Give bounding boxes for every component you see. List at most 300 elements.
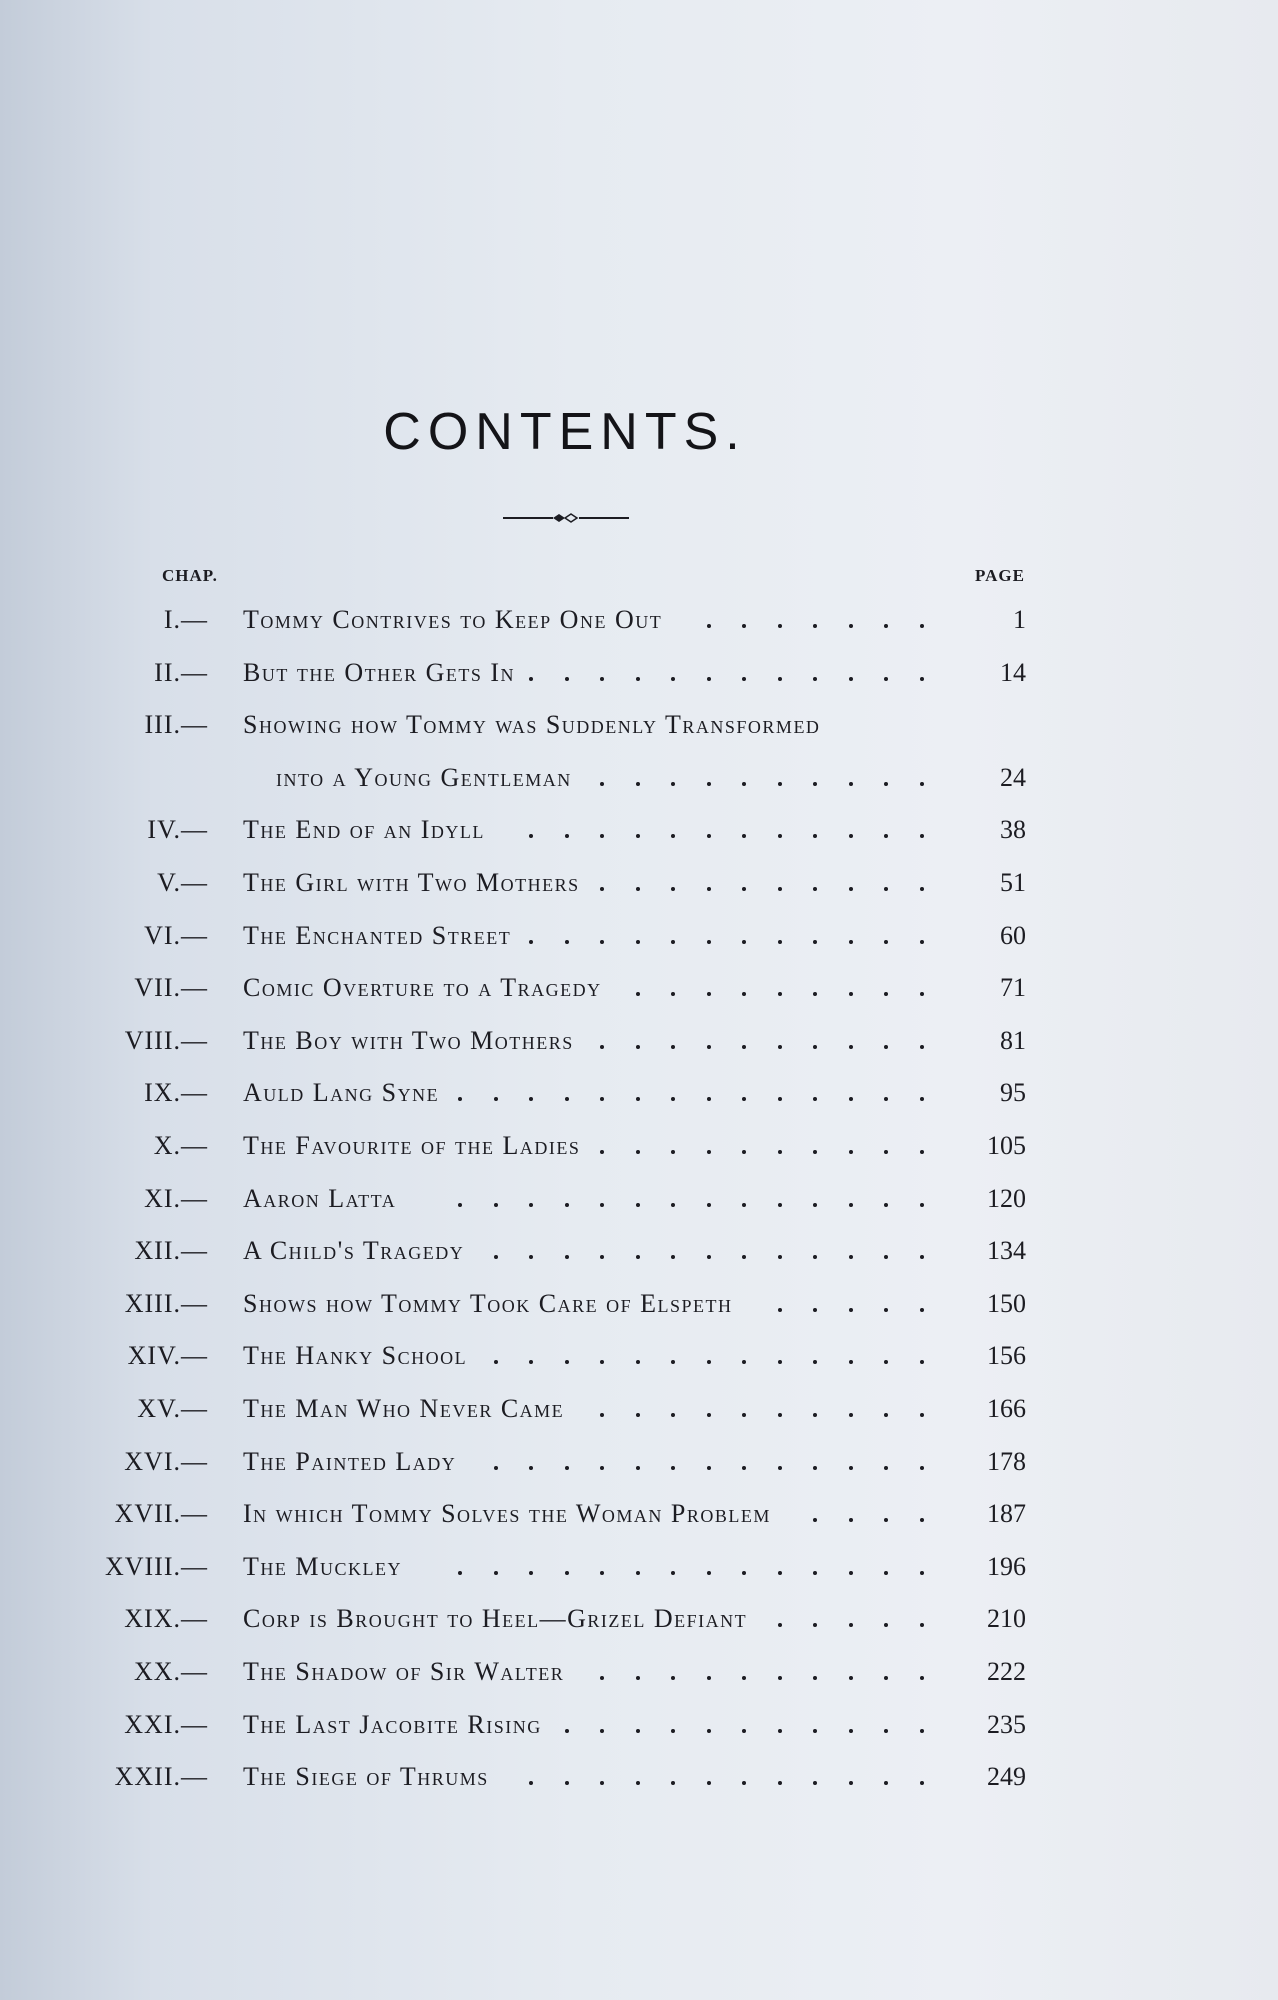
leader-dots — [0, 1336, 1278, 1376]
toc-row — [0, 1442, 1278, 1482]
leader-dot — [600, 1676, 604, 1680]
leader-dot — [849, 1781, 853, 1785]
leader-dots — [0, 1389, 1278, 1429]
leader-dot — [671, 1045, 675, 1049]
leader-dot — [778, 887, 782, 891]
leader-dot — [884, 834, 888, 838]
page-number: 178 — [987, 1446, 1026, 1476]
leader-dot — [494, 1203, 498, 1207]
leader-dot — [813, 1203, 817, 1207]
leader-dot — [849, 1308, 853, 1312]
leader-dot — [849, 940, 853, 944]
leader-dot — [636, 992, 640, 996]
leader-dot — [778, 677, 782, 681]
toc-row — [0, 1547, 1278, 1587]
leader-dot — [565, 677, 569, 681]
leader-dot — [529, 834, 533, 838]
page-number: 210 — [987, 1604, 1026, 1634]
leader-dot — [849, 834, 853, 838]
leader-dot — [849, 887, 853, 891]
leader-dot — [671, 887, 675, 891]
leader-dot — [600, 1097, 604, 1101]
leader-dot — [671, 1097, 675, 1101]
chapter-number: XIX.— — [124, 1604, 208, 1634]
leader-dot — [742, 1150, 746, 1154]
leader-dot — [849, 1255, 853, 1259]
leader-dot — [600, 1203, 604, 1207]
leader-dot — [813, 834, 817, 838]
leader-dot — [707, 677, 711, 681]
page-number: 187 — [987, 1499, 1026, 1529]
leader-dot — [600, 1781, 604, 1785]
leader-dot — [884, 624, 888, 628]
leader-dot — [529, 1466, 533, 1470]
chapter-number: VII.— — [134, 973, 208, 1003]
leader-dot — [529, 1571, 533, 1575]
leader-dot — [636, 1255, 640, 1259]
leader-dot — [671, 1413, 675, 1417]
leader-dot — [813, 1781, 817, 1785]
leader-dot — [813, 1729, 817, 1733]
leader-dot — [849, 1623, 853, 1627]
leader-dot — [778, 1571, 782, 1575]
leader-dot — [671, 782, 675, 786]
toc-row — [0, 1073, 1278, 1113]
leader-dots — [0, 1442, 1278, 1482]
chapter-title: The Shadow of Sir Walter — [243, 1657, 565, 1686]
leader-dot — [671, 1360, 675, 1364]
leader-dot — [884, 1413, 888, 1417]
leader-dot — [849, 1413, 853, 1417]
leader-dot — [920, 1150, 924, 1154]
leader-dot — [920, 834, 924, 838]
leader-dots — [0, 1494, 1278, 1534]
leader-dot — [671, 1150, 675, 1154]
chapter-number: XII.— — [134, 1236, 208, 1266]
leader-dot — [707, 1255, 711, 1259]
leader-dot — [742, 1045, 746, 1049]
leader-dot — [813, 1413, 817, 1417]
leader-dots — [0, 863, 1278, 903]
leader-dot — [920, 782, 924, 786]
chapter-title: The Hanky School — [243, 1341, 468, 1371]
page-number: 134 — [987, 1236, 1026, 1266]
leader-dot — [671, 1781, 675, 1785]
leader-dot — [671, 1729, 675, 1733]
leader-dot — [778, 1413, 782, 1417]
leader-dots — [0, 758, 1278, 798]
leader-dots — [0, 1073, 1278, 1113]
chapter-title: Auld Lang Syne — [243, 1078, 440, 1108]
leader-dot — [742, 992, 746, 996]
chapter-number: IV.— — [147, 815, 208, 845]
leader-dot — [920, 1623, 924, 1627]
leader-dot — [707, 1571, 711, 1575]
leader-dot — [884, 1676, 888, 1680]
leader-dot — [671, 1203, 675, 1207]
leader-dot — [813, 1150, 817, 1154]
leader-dot — [920, 1045, 924, 1049]
chapter-title: Shows how Tommy Took Care of Elspeth — [243, 1288, 733, 1318]
page-title: CONTENTS. — [383, 403, 747, 461]
leader-dot — [849, 992, 853, 996]
toc-row — [0, 1757, 1278, 1797]
leader-dot — [458, 1203, 462, 1207]
chapter-number: I.— — [163, 605, 208, 634]
chapter-number: XI.— — [144, 1183, 208, 1213]
leader-dot — [707, 1729, 711, 1733]
chapter-title: The Favourite of the Ladies — [243, 1131, 581, 1160]
page-number: 105 — [987, 1131, 1026, 1160]
leader-dot — [778, 1150, 782, 1154]
leader-dot — [813, 1360, 817, 1364]
leader-dot — [636, 677, 640, 681]
chapter-title: The Muckley — [243, 1551, 402, 1581]
chapter-number: II.— — [154, 657, 208, 687]
chapter-number: IX.— — [144, 1078, 208, 1108]
leader-dot — [813, 1255, 817, 1259]
leader-dot — [600, 940, 604, 944]
toc-row — [0, 600, 1278, 640]
leader-dot — [742, 887, 746, 891]
leader-dot — [636, 1150, 640, 1154]
leader-dots — [0, 810, 1278, 850]
leader-dot — [600, 1571, 604, 1575]
leader-dot — [742, 1413, 746, 1417]
leader-dot — [600, 1255, 604, 1259]
page-number: 235 — [987, 1709, 1026, 1739]
leader-dot — [565, 1203, 569, 1207]
leader-dot — [884, 782, 888, 786]
chapter-title: Showing how Tommy was Suddenly Transformed — [243, 710, 821, 740]
leader-dot — [920, 1518, 924, 1522]
leader-dot — [920, 1781, 924, 1785]
leader-dot — [707, 782, 711, 786]
leader-dot — [742, 677, 746, 681]
leader-dot — [849, 1466, 853, 1470]
leader-dot — [636, 1360, 640, 1364]
leader-dot — [707, 1360, 711, 1364]
chapter-number: XVI.— — [124, 1446, 208, 1476]
leader-dot — [849, 1729, 853, 1733]
chapter-number: XIV.— — [127, 1341, 208, 1371]
leader-dot — [920, 1203, 924, 1207]
page-number: 14 — [1000, 657, 1026, 687]
page-number: 71 — [1000, 973, 1026, 1003]
leader-dot — [494, 1466, 498, 1470]
chapter-title: The End of an Idyll — [243, 815, 485, 845]
leader-dot — [671, 940, 675, 944]
toc-row — [0, 1705, 1278, 1745]
leader-dot — [494, 1255, 498, 1259]
leader-dot — [849, 624, 853, 628]
leader-dot — [813, 1308, 817, 1312]
leader-dot — [813, 624, 817, 628]
page-number: 120 — [987, 1183, 1026, 1213]
leader-dot — [884, 1466, 888, 1470]
toc-row — [0, 1179, 1278, 1219]
leader-dots — [0, 1021, 1278, 1061]
leader-dot — [636, 887, 640, 891]
leader-dot — [494, 1097, 498, 1101]
leader-dot — [742, 1781, 746, 1785]
leader-dot — [742, 1676, 746, 1680]
leader-dot — [707, 624, 711, 628]
toc-row — [0, 1021, 1278, 1061]
leader-dot — [707, 1466, 711, 1470]
leader-dot — [707, 1413, 711, 1417]
chapter-number: XXI.— — [124, 1709, 208, 1739]
leader-dot — [813, 1045, 817, 1049]
leader-dot — [884, 1097, 888, 1101]
leader-dot — [849, 1360, 853, 1364]
leader-dot — [920, 1360, 924, 1364]
leader-dot — [813, 1097, 817, 1101]
leader-dot — [884, 1781, 888, 1785]
leader-dot — [707, 940, 711, 944]
leader-dot — [600, 834, 604, 838]
leader-dot — [778, 1203, 782, 1207]
chap-column-header: CHAP. — [162, 566, 218, 585]
leader-dot — [565, 1571, 569, 1575]
leader-dot — [707, 1676, 711, 1680]
leader-dot — [849, 1571, 853, 1575]
chapter-title: The Boy with Two Mothers — [243, 1025, 574, 1055]
leader-dot — [778, 1676, 782, 1680]
toc-row — [0, 1652, 1278, 1692]
leader-dot — [742, 782, 746, 786]
leader-dots — [0, 968, 1278, 1008]
leader-dot — [742, 940, 746, 944]
leader-dot — [671, 1255, 675, 1259]
leader-dot — [849, 1518, 853, 1522]
leader-dot — [920, 677, 924, 681]
leader-dots — [0, 1599, 1278, 1639]
leader-dot — [636, 1466, 640, 1470]
leader-dot — [884, 1623, 888, 1627]
leader-dot — [458, 1097, 462, 1101]
toc-row — [0, 810, 1278, 850]
leader-dot — [778, 782, 782, 786]
leader-dot — [813, 1676, 817, 1680]
leader-dot — [671, 834, 675, 838]
leader-dot — [920, 1571, 924, 1575]
page-number: 38 — [1000, 815, 1026, 845]
leader-dot — [778, 1360, 782, 1364]
chapter-title: Corp is Brought to Heel—Grizel Defiant — [243, 1604, 748, 1634]
leader-dot — [636, 1203, 640, 1207]
leader-dot — [920, 940, 924, 944]
leader-dot — [813, 1571, 817, 1575]
leader-dot — [529, 1255, 533, 1259]
leader-dot — [636, 1781, 640, 1785]
leader-dot — [778, 1781, 782, 1785]
chapter-number: X.— — [153, 1131, 208, 1160]
leader-dot — [600, 887, 604, 891]
leader-dot — [636, 940, 640, 944]
leader-dot — [849, 1097, 853, 1101]
leader-dot — [529, 1097, 533, 1101]
chapter-title: In which Tommy Solves the Woman Problem — [243, 1499, 771, 1529]
leader-dot — [920, 992, 924, 996]
toc-row — [0, 1231, 1278, 1271]
chapter-title: The Last Jacobite Rising — [243, 1709, 542, 1739]
leader-dot — [778, 1623, 782, 1627]
chapter-number: XX.— — [133, 1657, 208, 1686]
leader-dots — [0, 1705, 1278, 1745]
leader-dots — [0, 1757, 1278, 1797]
chapter-title-continued: into a Young Gentleman — [276, 762, 572, 792]
chapter-title: The Painted Lady — [243, 1446, 457, 1476]
leader-dot — [813, 887, 817, 891]
leader-dot — [565, 1781, 569, 1785]
leader-dot — [707, 887, 711, 891]
leader-dot — [529, 1203, 533, 1207]
leader-dot — [565, 1360, 569, 1364]
leader-dot — [778, 1466, 782, 1470]
leader-dot — [707, 1150, 711, 1154]
leader-dot — [884, 1045, 888, 1049]
leader-dot — [600, 1466, 604, 1470]
leader-dot — [600, 1150, 604, 1154]
leader-dot — [707, 834, 711, 838]
leader-dot — [849, 782, 853, 786]
leader-dot — [813, 1623, 817, 1627]
leader-dot — [884, 1360, 888, 1364]
leader-dots — [0, 1179, 1278, 1219]
leader-dots — [0, 1547, 1278, 1587]
leader-dot — [529, 940, 533, 944]
toc-row — [0, 1284, 1278, 1324]
leader-dot — [494, 1571, 498, 1575]
leader-dot — [813, 782, 817, 786]
leader-dot — [565, 1097, 569, 1101]
chapter-number: VI.— — [144, 920, 208, 950]
leader-dot — [707, 1781, 711, 1785]
leader-dot — [884, 1150, 888, 1154]
page-number: 95 — [1000, 1078, 1026, 1108]
leader-dot — [884, 1308, 888, 1312]
leader-dot — [458, 1571, 462, 1575]
leader-dot — [920, 1308, 924, 1312]
leader-dot — [529, 1781, 533, 1785]
chapter-title: The Man Who Never Came — [243, 1394, 565, 1423]
leader-dot — [884, 940, 888, 944]
page-number: 156 — [987, 1341, 1026, 1371]
leader-dot — [636, 1045, 640, 1049]
chapter-title: A Child's Tragedy — [243, 1236, 465, 1266]
page-column-header: PAGE — [975, 566, 1025, 585]
leader-dot — [813, 1466, 817, 1470]
leader-dot — [636, 1413, 640, 1417]
leader-dot — [742, 1203, 746, 1207]
leader-dot — [884, 677, 888, 681]
toc-row — [0, 968, 1278, 1008]
leader-dot — [600, 1729, 604, 1733]
chapter-number: XIII.— — [124, 1288, 208, 1318]
leader-dot — [813, 677, 817, 681]
leader-dot — [849, 1676, 853, 1680]
page-number: 51 — [1000, 868, 1026, 897]
leader-dot — [671, 1466, 675, 1470]
leader-dot — [600, 1045, 604, 1049]
leader-dot — [849, 1045, 853, 1049]
leader-dots — [0, 1284, 1278, 1324]
leader-dot — [813, 940, 817, 944]
page-number: 166 — [987, 1394, 1026, 1423]
leader-dot — [849, 677, 853, 681]
leader-dots — [0, 1652, 1278, 1692]
leader-dot — [884, 1518, 888, 1522]
chapter-title: The Enchanted Street — [243, 920, 512, 950]
page-number: 196 — [987, 1551, 1026, 1581]
leader-dot — [920, 1255, 924, 1259]
chapter-number: XVII.— — [114, 1499, 208, 1529]
leader-dot — [671, 1571, 675, 1575]
leader-dots — [0, 600, 1278, 640]
leader-dot — [565, 1729, 569, 1733]
leader-dots — [0, 916, 1278, 956]
leader-dot — [778, 834, 782, 838]
leader-dot — [778, 1255, 782, 1259]
page-number: 1 — [1013, 605, 1026, 634]
leader-dot — [742, 1571, 746, 1575]
leader-dot — [778, 624, 782, 628]
page-number: 222 — [987, 1657, 1026, 1686]
toc-row-continued — [0, 758, 1278, 798]
leader-dot — [600, 1413, 604, 1417]
toc-row — [0, 1389, 1278, 1429]
toc-row — [0, 1126, 1278, 1166]
chapter-number: XV.— — [137, 1394, 208, 1423]
leader-dot — [884, 1729, 888, 1733]
leader-dot — [920, 1676, 924, 1680]
chapter-title: The Girl with Two Mothers — [243, 868, 580, 897]
leader-dot — [636, 1729, 640, 1733]
leader-dot — [742, 624, 746, 628]
page-number: 249 — [987, 1762, 1026, 1792]
leader-dot — [529, 677, 533, 681]
page-number: 150 — [987, 1288, 1026, 1318]
leader-dot — [920, 624, 924, 628]
leader-dots — [0, 1126, 1278, 1166]
chapter-title: The Siege of Thrums — [243, 1762, 489, 1792]
leader-dot — [636, 1571, 640, 1575]
leader-dot — [920, 1466, 924, 1470]
leader-dot — [636, 782, 640, 786]
leader-dot — [742, 1255, 746, 1259]
toc-row — [0, 1336, 1278, 1376]
leader-dot — [778, 1729, 782, 1733]
leader-dot — [778, 1045, 782, 1049]
leader-dot — [920, 1413, 924, 1417]
chapter-title: Comic Overture to a Tragedy — [243, 973, 602, 1003]
chapter-title: Aaron Latta — [243, 1183, 397, 1213]
leader-dot — [813, 1518, 817, 1522]
toc-row — [0, 916, 1278, 956]
leader-dot — [849, 1150, 853, 1154]
leader-dot — [600, 1360, 604, 1364]
leader-dot — [742, 1466, 746, 1470]
toc-row — [0, 1494, 1278, 1534]
leader-dot — [884, 887, 888, 891]
page-number: 81 — [1000, 1025, 1026, 1055]
chapter-number: V.— — [157, 868, 208, 897]
leader-dot — [671, 1676, 675, 1680]
leader-dot — [742, 1360, 746, 1364]
leader-dot — [884, 992, 888, 996]
chapter-title: But the Other Gets In — [243, 657, 516, 687]
